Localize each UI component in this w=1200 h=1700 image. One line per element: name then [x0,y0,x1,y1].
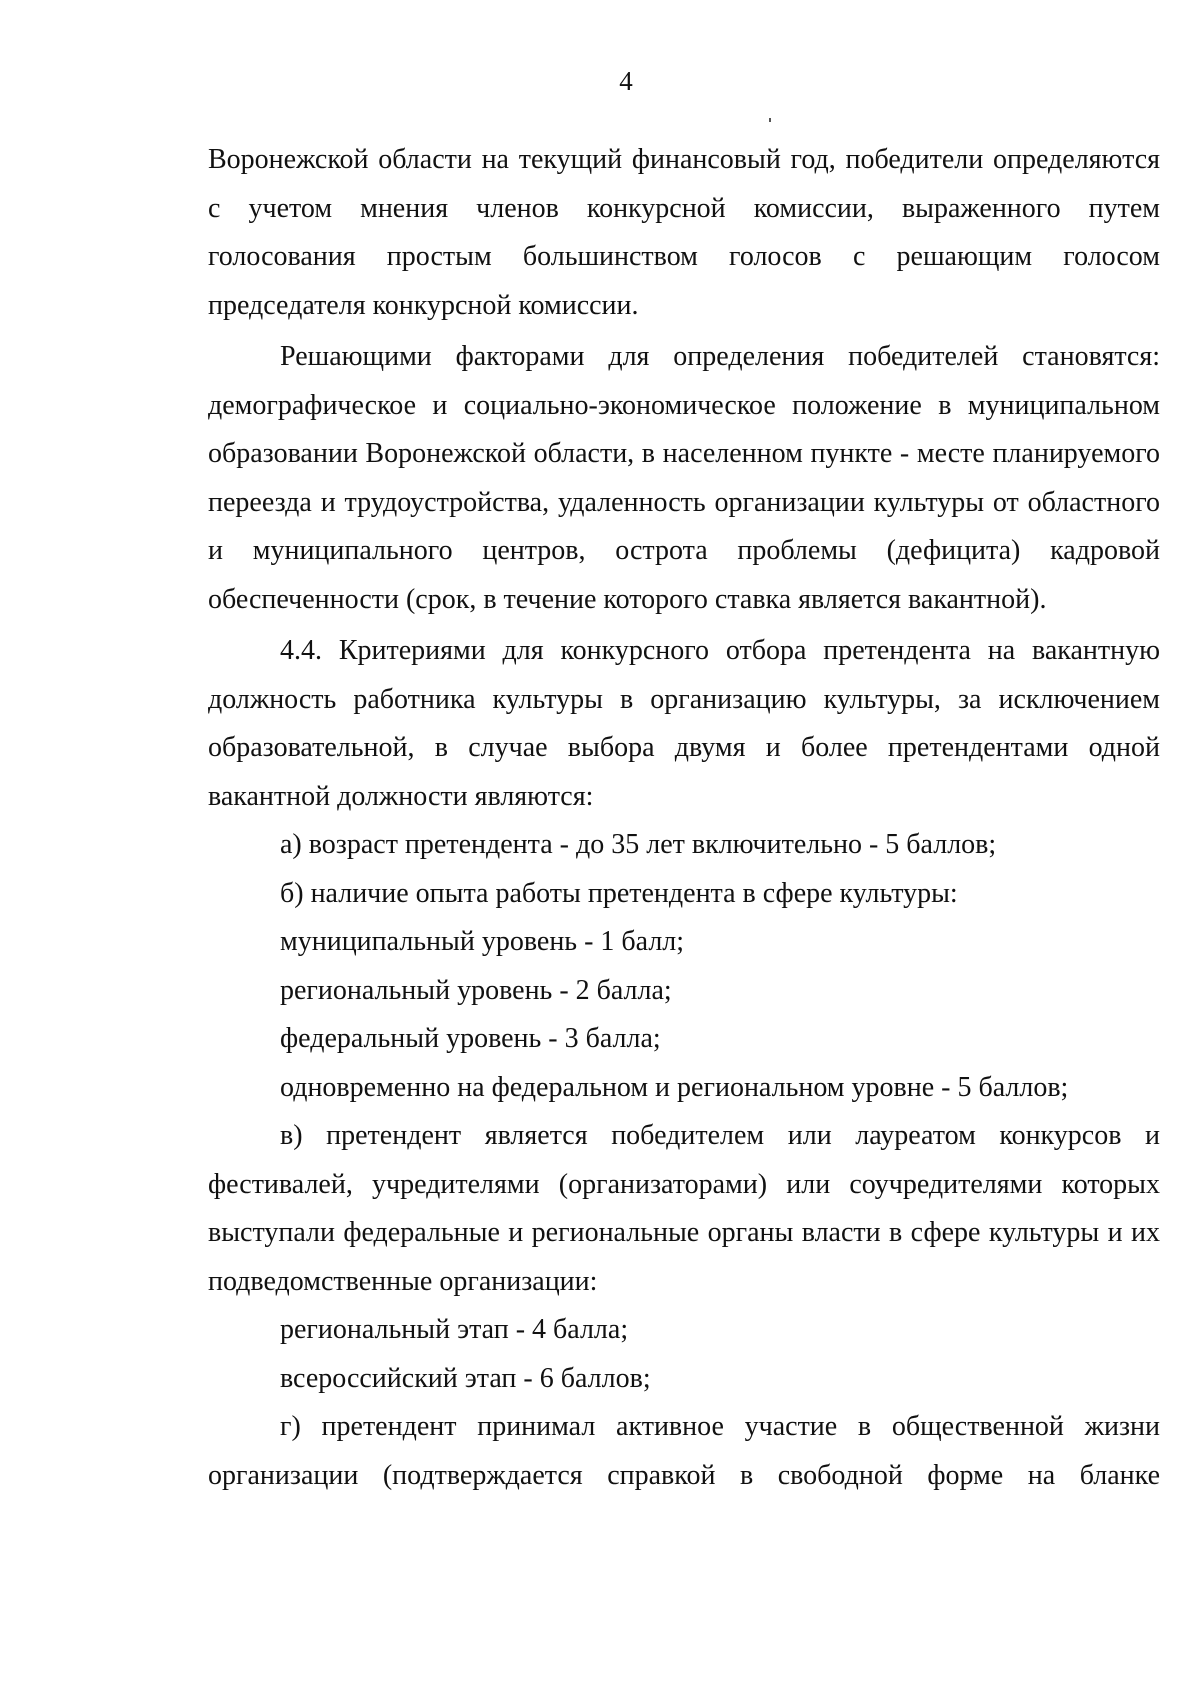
criterion-b-federal: федеральный уровень - 3 балла; [280,1023,661,1054]
criterion-a: а) возраст претендента - до 35 лет включительно - 5 баллов; [280,829,997,860]
criterion-b-municipal: муниципальный уровень - 1 балл; [280,926,685,957]
page-number: 4 [619,66,633,96]
criterion-b-regional: региональный уровень - 2 балла; [280,974,672,1006]
criterion-g: г) претендент принимал активное участие в общественной жизни организации (подтверждается справкой в свободной форме на бланке [208,1411,1160,1491]
criterion-v-national: всероссийский этап - 6 баллов; [280,1362,651,1394]
criterion-b: б) наличие опыта работы претендента в сфере культуры: [280,877,958,909]
criterion-b-both: одновременно на федеральном и региональном уровне - 5 баллов; [280,1071,1069,1103]
paragraph-clause-4-4: 4.4. Критериями для конкурсного отбора претендента на вакантную должность работника культуры в организацию культуры, за исключением образовательной, в случае выбора двумя и более претендентами одной вакантной должности являются: [208,635,1160,812]
paragraph-deciding-factors: Решающими факторами для определения победителей становятся: демографическое и социально-экономическое положение в муниципальном образовании Воронежской области, в населенном пункте - месте планируемого переезда и трудоустройства, удаленность организации культуры от областного и муниципального центров, острота проблемы (дефицита) кадровой обеспеченности (срок, в течение которого ставка является вакантной). [208,341,1160,615]
scan-speck [769,118,771,122]
document-body [208,136,1160,1500]
paragraph-continuation: Воронежской области на текущий финансовый год, победители определяются с учетом мнения членов конкурсной комиссии, выраженного путем голосования простым большинством голосов с решающим голосом председателя конкурсной комиссии. [208,144,1160,321]
criterion-v-regional: региональный этап - 4 балла; [280,1314,629,1345]
criterion-v: в) претендент является победителем или лауреатом конкурсов и фестивалей, учредителями (организаторами) или соучредителями которых выступали федеральные и региональные органы власти в сфере культуры и их подведомственные организации: [208,1120,1160,1297]
